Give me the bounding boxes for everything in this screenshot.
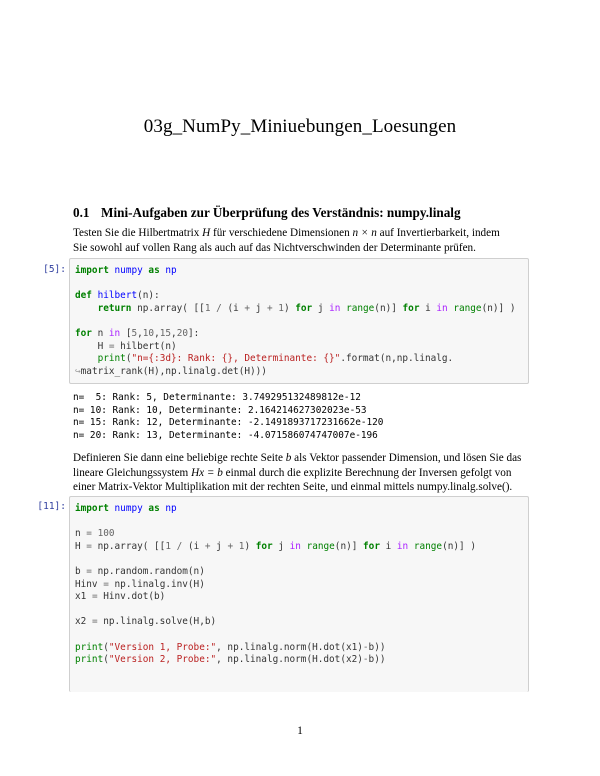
paragraph-line: lineare Gleichungssystem Hx = b einmal durch die explizite Berechnung der Inversen gefolgt von [73, 466, 512, 479]
paragraph-line: Testen Sie die Hilbertmatrix H für verschiedene Dimensionen n × n auf Invertierbarkeit, indem [73, 227, 500, 239]
output-line: n= 15: Rank: 12, Determinante: -2.1491893717231662e-120 [73, 417, 384, 429]
code-line [75, 278, 528, 291]
cell-prompt: [11]: [37, 501, 66, 512]
code-line: b = np.random.random(n) [75, 565, 205, 577]
code-line: Hinv = np.linalg.inv(H) [75, 578, 205, 590]
output-line: n= 20: Rank: 13, Determinante: -4.071586074747007e-196 [73, 429, 378, 441]
task-paragraph-1 [73, 226, 531, 255]
paragraph-line: Definieren Sie dann eine beliebige rechte Seite b als Vektor passender Dimension, und lösen Sie das [73, 452, 522, 464]
section-title: Mini-Aufgaben zur Überprüfung des Verständnis: numpy.linalg [101, 205, 461, 220]
document-title: 03g_NumPy_Miniuebungen_Loesungen [143, 116, 457, 137]
code-line [75, 553, 528, 566]
code-line [75, 604, 528, 617]
code-line [75, 629, 528, 642]
code-block[interactable] [75, 265, 528, 378]
code-line: x1 = Hinv.dot(b) [75, 591, 166, 603]
code-line [75, 516, 528, 529]
code-line: H = hilbert(n) [75, 340, 177, 352]
section-number: 0.1 [73, 205, 90, 220]
paragraph-line: einer Matrix-Vektor Multiplikation mit der rechten Seite, und einmal mittels numpy.linalg.solve(). [73, 481, 513, 493]
code-line: ↪matrix_rank(H),np.linalg.det(H))) [75, 365, 267, 377]
code-block[interactable] [75, 503, 528, 667]
code-line: for n in [5,10,15,20]: [75, 327, 200, 339]
code-line: def hilbert(n): [75, 290, 160, 302]
output-line: n= 10: Rank: 10, Determinante: 2.164214627302023e-53 [73, 404, 367, 416]
output-line: n= 5: Rank: 5, Determinante: 3.749295132489812e-12 [73, 392, 361, 403]
code-line: print("Version 1, Probe:", np.linalg.norm(H.dot(x1)-b)) [75, 641, 386, 653]
code-line: import numpy as np [75, 265, 177, 276]
page-number: 1 [297, 725, 303, 737]
code-line [75, 315, 528, 328]
code-line: x2 = np.linalg.solve(H,b) [75, 616, 217, 628]
code-line: print("n={:3d}: Rank: {}, Determinante: {}".format(n,np.linalg. [97, 353, 454, 365]
code-line: H = np.array( [[1 / (i + j + 1) for j in range(n)] for i in range(n)] ) [75, 540, 476, 552]
code-line: import numpy as np [75, 503, 177, 514]
code-cell[interactable] [69, 258, 529, 384]
paragraph-line: Sie sowohl auf vollen Rang als auch auf das Nichtverschwinden der Determinante prüfen. [73, 241, 476, 254]
cell-output [73, 392, 383, 442]
code-cell[interactable] [69, 496, 529, 692]
cell-prompt: [5]: [43, 264, 66, 275]
code-line: print("Version 2, Probe:", np.linalg.norm(H.dot(x2)-b)) [75, 654, 386, 666]
code-line: n = 100 [75, 528, 115, 540]
task-paragraph-2 [73, 451, 531, 495]
code-line: return np.array( [[1 / (i + j + 1) for j in range(n)] for i in range(n)] ) [97, 302, 516, 314]
section-heading [73, 205, 461, 221]
